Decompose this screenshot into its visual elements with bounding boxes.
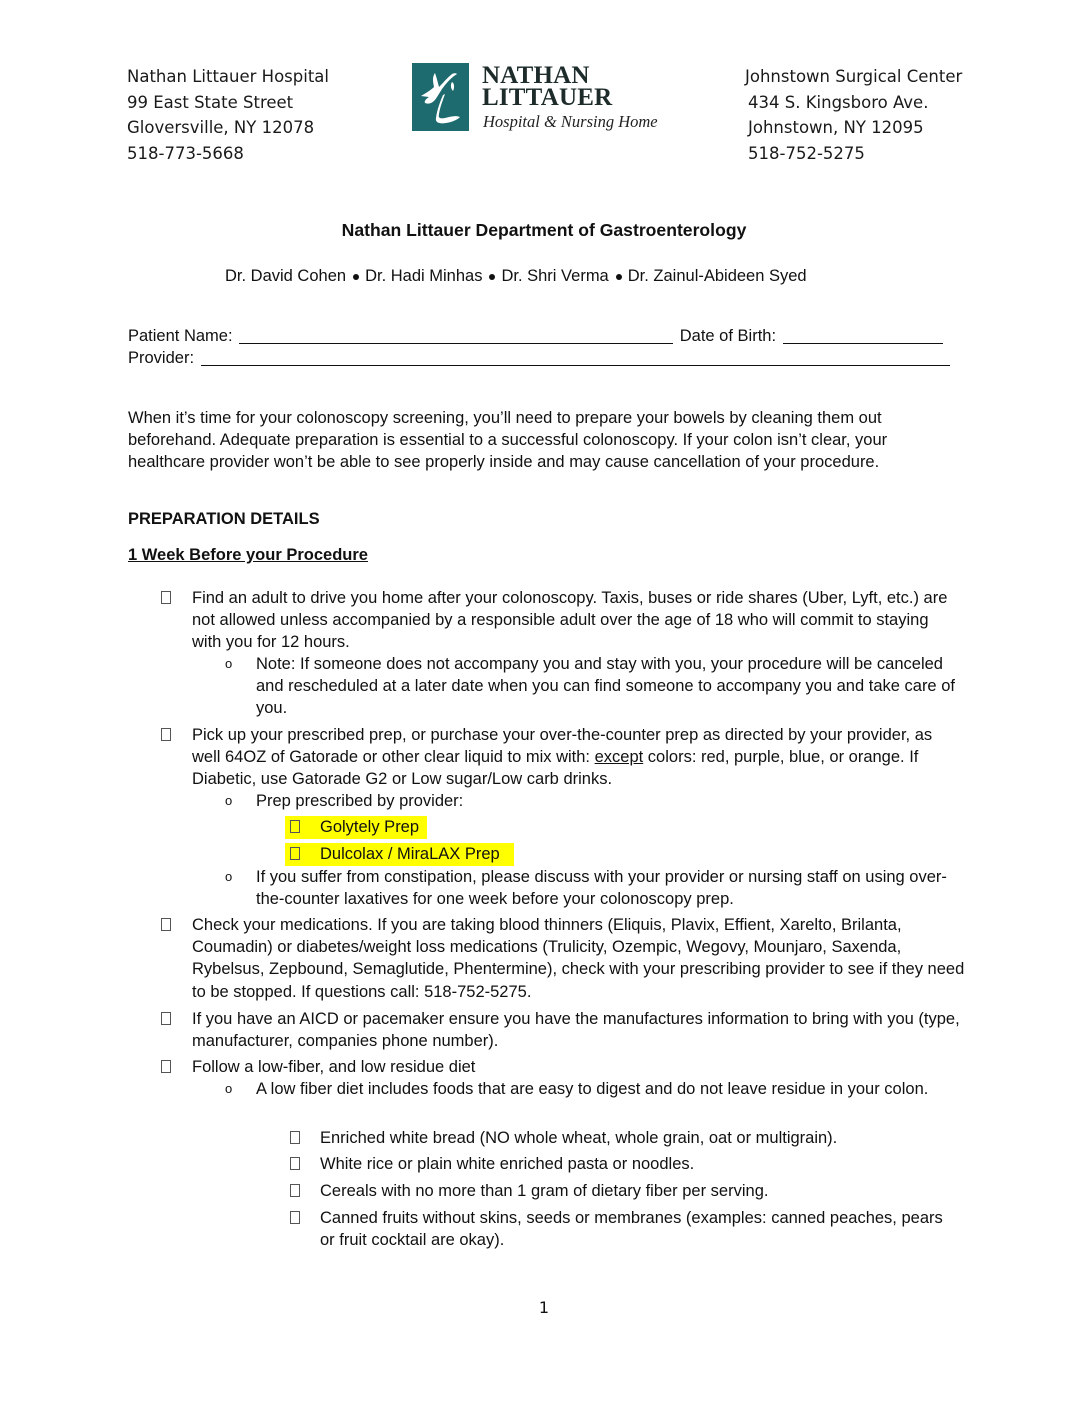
- hospital-street: 99 East State Street: [127, 92, 294, 112]
- food-item: Enriched white bread (NO whole wheat, whole grain, oat or multigrain).: [320, 1129, 838, 1147]
- patient-info-row: [128, 327, 943, 346]
- logo-name-line2: LITTAUER: [482, 84, 613, 111]
- constipation-note: If you suffer from constipation, please discuss with your provider or nursing staff on using over-the-counter laxatives for one week before your colonoscopy prep.: [256, 868, 947, 909]
- surgical-center-name: Johnstown Surgical Center: [745, 67, 963, 86]
- sub-bullet-icon: o: [225, 1081, 233, 1096]
- checkbox-food-fruit[interactable]: [290, 1211, 300, 1224]
- surgical-center-street: 434 S. Kingsboro Ave.: [748, 92, 929, 112]
- checkbox-pacemaker[interactable]: [161, 1012, 171, 1025]
- logo-subtitle: Hospital & Nursing Home: [483, 112, 658, 131]
- food-item: Cereals with no more than 1 gram of dietary fiber per serving.: [320, 1182, 769, 1200]
- sub-bullet-icon: o: [225, 793, 233, 808]
- prep-option-label: Dulcolax / MiraLAX Prep: [320, 845, 500, 863]
- page-number: 1: [538, 1298, 550, 1317]
- prep-text-except: except: [594, 748, 644, 767]
- bullet-dot: [353, 274, 359, 280]
- one-week-before-heading: 1 Week Before your Procedure: [128, 546, 368, 564]
- prep-text-after: colors: red, purple, blue, or orange. If Diabetic, use Gatorade G2 or Low sugar/Low carb drinks.: [192, 748, 919, 789]
- checklist-item-driver: Find an adult to drive you home after your colonoscopy. Taxis, buses or ride shares (Uber, Lyft, etc.) are not allowed unless accompanied by a responsible adult over the age of 18 who will commit to staying with you for 12 hours.: [192, 589, 948, 652]
- driver-note: Note: If someone does not accompany you and stay with you, your procedure will be canceled and rescheduled at a later date when you can find someone to accompany you and take care of you.: [256, 655, 955, 718]
- checkbox-food-cereal[interactable]: [290, 1184, 300, 1197]
- dob-field[interactable]: [783, 329, 943, 344]
- bullet-dot: [616, 274, 622, 280]
- checkbox-food-bread[interactable]: [290, 1131, 300, 1144]
- food-item: Canned fruits without skins, seeds or membranes (examples: canned peaches, pears or fruit cocktail are okay).: [320, 1209, 943, 1250]
- sub-bullet-icon: o: [225, 869, 233, 884]
- patient-name-label: Patient Name:: [128, 327, 233, 345]
- low-fiber-note: A low fiber diet includes foods that are easy to digest and do not leave residue in your colon.: [256, 1080, 929, 1098]
- preparation-details-heading: PREPARATION DETAILS: [128, 510, 320, 528]
- doctor-name: Dr. Shri Verma: [501, 267, 609, 285]
- hospital-city: Gloversville, NY 12078: [127, 118, 315, 138]
- checklist-item-pacemaker: If you have an AICD or pacemaker ensure you have the manufactures information to bring with you (type, manufacturer, companies phone number).: [192, 1010, 960, 1051]
- intro-paragraph: When it’s time for your colonoscopy screening, you’ll need to prepare your bowels by cleaning them out beforehand. Adequate preparation is essential to a successful colonoscopy. If your colon isn’t clear, your healthcare provider won’t be able to see properly inside and may cause cancellation of your procedure.: [128, 409, 888, 472]
- nl-monogram-icon: [412, 63, 469, 131]
- checkbox-dulcolax[interactable]: [290, 847, 300, 860]
- checklist-item-medications: Check your medications. If you are taking blood thinners (Eliquis, Plavix, Effient, Xarelto, Brilanta, Coumadin) or diabetes/weight loss medications (Trulicity, Ozempic, Wegovy, Mounjaro, Saxenda, Rybelsus, Zepbound, Semaglutide, Phentermine), check with your prescribing provider to see if they need to be stopped. If questions call: 518-752-5275.: [192, 916, 965, 1001]
- doctor-name: Dr. Zainul-Abideen Syed: [627, 267, 807, 285]
- hospital-name: Nathan Littauer Hospital: [127, 67, 329, 86]
- food-item: White rice or plain white enriched pasta or noodles.: [320, 1155, 695, 1173]
- checkbox-diet[interactable]: [161, 1060, 171, 1073]
- doctor-list: [225, 267, 807, 286]
- prep-option-dulcolax[interactable]: [285, 843, 514, 866]
- prep-option-label: Golytely Prep: [320, 818, 420, 836]
- department-title: Nathan Littauer Department of Gastroenterology: [341, 220, 747, 240]
- hospital-address: [127, 64, 329, 167]
- checkbox-golytely[interactable]: [290, 820, 300, 833]
- provider-row: [128, 349, 950, 368]
- surgical-center-phone: 518-752-5275: [748, 144, 865, 164]
- prep-prescribed-label: Prep prescribed by provider:: [256, 792, 464, 810]
- hospital-phone: 518-773-5668: [127, 144, 244, 164]
- checkbox-medications[interactable]: [161, 918, 171, 931]
- provider-field[interactable]: [201, 351, 950, 366]
- logo-name-line1: NATHAN: [482, 62, 590, 89]
- checklist-item-prep: [192, 724, 962, 791]
- prep-option-golytely[interactable]: [285, 816, 427, 839]
- bullet-dot: [489, 274, 495, 280]
- prep-text-before: Pick up your prescribed prep, or purchase your over-the-counter prep as directed by your provider, as well 64OZ of Gatorade or other clear liquid to mix with:: [192, 726, 933, 767]
- provider-label: Provider:: [128, 349, 195, 367]
- surgical-center-address: [746, 64, 962, 167]
- checkbox-driver[interactable]: [161, 591, 171, 604]
- dob-label: Date of Birth:: [679, 327, 777, 345]
- patient-name-field[interactable]: [239, 329, 673, 344]
- doctor-name: Dr. David Cohen: [225, 267, 347, 285]
- sub-bullet-icon: o: [225, 656, 233, 671]
- checkbox-prep[interactable]: [161, 728, 171, 741]
- doctor-name: Dr. Hadi Minhas: [365, 267, 483, 285]
- hospital-logo: [412, 63, 682, 133]
- checklist-item-diet: Follow a low-fiber, and low residue diet: [192, 1058, 476, 1076]
- surgical-center-city: Johnstown, NY 12095: [748, 118, 924, 138]
- checkbox-food-rice[interactable]: [290, 1157, 300, 1170]
